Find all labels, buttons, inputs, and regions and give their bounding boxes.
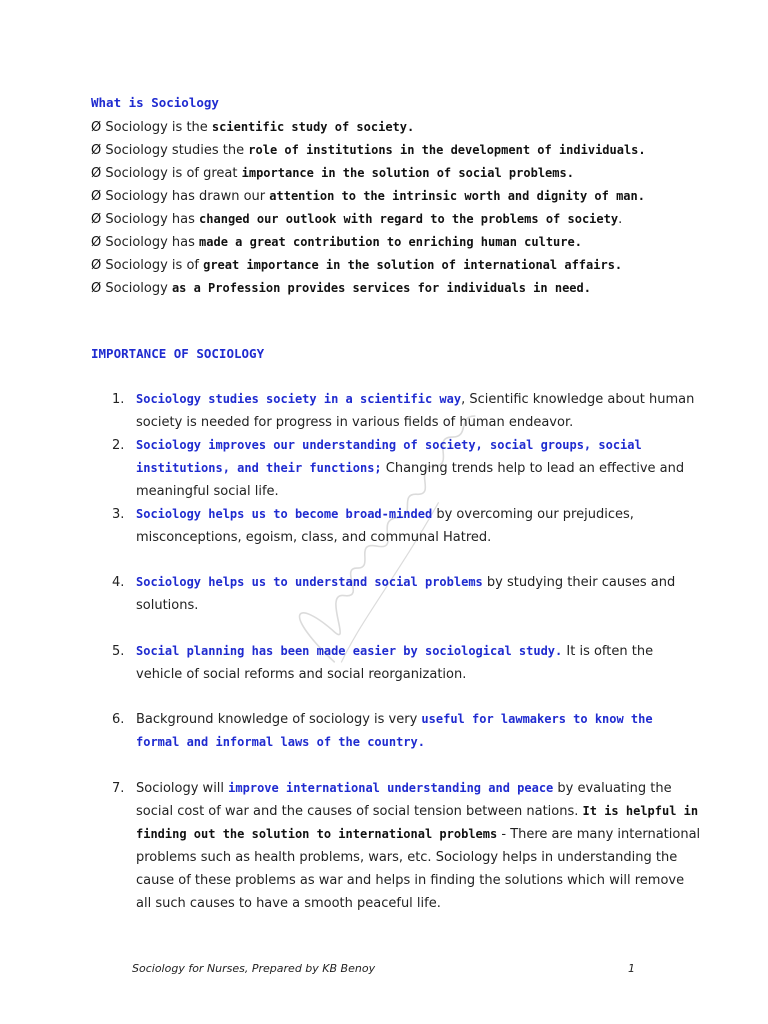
page-number: 1: [628, 962, 635, 975]
item-emphasis: scientific study of society.: [211, 120, 415, 134]
bullet-marker: Ø: [91, 166, 102, 181]
item-number: 4.: [112, 575, 125, 590]
item-text: , Scientific knowledge about human: [461, 392, 695, 407]
item-highlight: useful for lawmakers to know the: [421, 712, 653, 726]
item-text: all such causes to have a smooth peaceful life.: [136, 896, 441, 911]
section-heading-importance: IMPORTANCE OF SOCIOLOGY: [91, 346, 265, 361]
bullet-marker: Ø: [91, 189, 102, 204]
bullet-marker: Ø: [91, 281, 102, 296]
list-item: [91, 187, 646, 210]
list-item: [91, 256, 646, 279]
item-text: Sociology has drawn our: [101, 189, 270, 204]
item-text: - There are many international: [497, 827, 701, 842]
item-text: problems such as health problems, wars, etc. Sociology helps in understanding the: [136, 850, 678, 865]
item-highlight: Sociology helps us to understand social problems: [136, 575, 483, 589]
list-item: [91, 233, 646, 256]
item-emphasis: great importance in the solution of international affairs.: [203, 258, 623, 272]
item-emphasis: It is helpful in: [582, 804, 699, 818]
item-emphasis: role of institutions in the development of individuals.: [248, 143, 646, 157]
item-emphasis: made a great contribution to enriching human culture.: [199, 235, 582, 249]
item-text: by overcoming our prejudices,: [432, 507, 634, 522]
list-item: [91, 279, 646, 302]
item-text: by studying their causes and: [482, 575, 676, 590]
item-emphasis: importance in the solution of social problems.: [241, 166, 574, 180]
item-text: Changing trends help to lead an effective and: [381, 461, 685, 476]
bullet-marker: Ø: [91, 258, 102, 273]
item-highlight: Sociology studies society in a scientific way: [136, 392, 462, 406]
item-text: meaningful social life.: [136, 484, 279, 499]
item-text: cause of these problems as war and helps in finding the solutions which will remove: [136, 873, 685, 888]
item-text-after: .: [618, 212, 623, 227]
item-highlight: Sociology helps us to become broad-minded: [136, 507, 433, 521]
list-item: [91, 210, 646, 233]
item-text: Sociology is of: [101, 258, 204, 273]
item-number: 3.: [112, 507, 125, 522]
item-text: Sociology has: [101, 235, 200, 250]
item-text: Sociology has: [101, 212, 200, 227]
item-emphasis: finding out the solution to international problems: [136, 827, 498, 841]
item-text: Sociology: [101, 281, 172, 296]
item-text: social cost of war and the causes of social tension between nations.: [136, 804, 583, 819]
item-emphasis: changed our outlook with regard to the problems of society: [199, 212, 619, 226]
item-highlight: formal and informal laws of the country.: [136, 735, 425, 749]
item-text: Background knowledge of sociology is very: [136, 712, 422, 727]
item-number: 6.: [112, 712, 125, 727]
item-text: It is often the: [562, 644, 654, 659]
item-highlight: Sociology improves our understanding of society, social groups, social: [136, 438, 642, 452]
item-text: society is needed for progress in various fields of human endeavor.: [136, 415, 574, 430]
list-item: [91, 141, 646, 164]
item-number: 2.: [112, 438, 125, 453]
item-text: misconceptions, egoism, class, and communal Hatred.: [136, 530, 492, 545]
item-text: solutions.: [136, 598, 199, 613]
bullet-marker: Ø: [91, 143, 102, 158]
bullet-marker: Ø: [91, 120, 102, 135]
item-emphasis: attention to the intrinsic worth and dignity of man.: [269, 189, 645, 203]
item-highlight: institutions, and their functions;: [136, 461, 382, 475]
item-text: Sociology studies the: [101, 143, 249, 158]
footer-credit: Sociology for Nurses, Prepared by KB Benoy: [132, 962, 376, 975]
item-number: 5.: [112, 644, 125, 659]
list-item: [91, 118, 646, 141]
bullet-marker: Ø: [91, 212, 102, 227]
definition-list: [91, 118, 646, 302]
item-number: 1.: [112, 392, 125, 407]
item-text: Sociology will: [136, 781, 229, 796]
item-emphasis: as a Profession provides services for individuals in need.: [171, 281, 591, 295]
item-highlight: Social planning has been made easier by sociological study.: [136, 644, 563, 658]
item-number: 7.: [112, 781, 125, 796]
item-text: vehicle of social reforms and social reorganization.: [136, 667, 467, 682]
item-text: Sociology is the: [101, 120, 212, 135]
section-heading-what-is-sociology: What is Sociology: [91, 95, 219, 110]
item-highlight: improve international understanding and peace: [228, 781, 554, 795]
item-text: by evaluating the: [553, 781, 672, 796]
bullet-marker: Ø: [91, 235, 102, 250]
item-text: Sociology is of great: [101, 166, 242, 181]
list-item: [91, 164, 646, 187]
